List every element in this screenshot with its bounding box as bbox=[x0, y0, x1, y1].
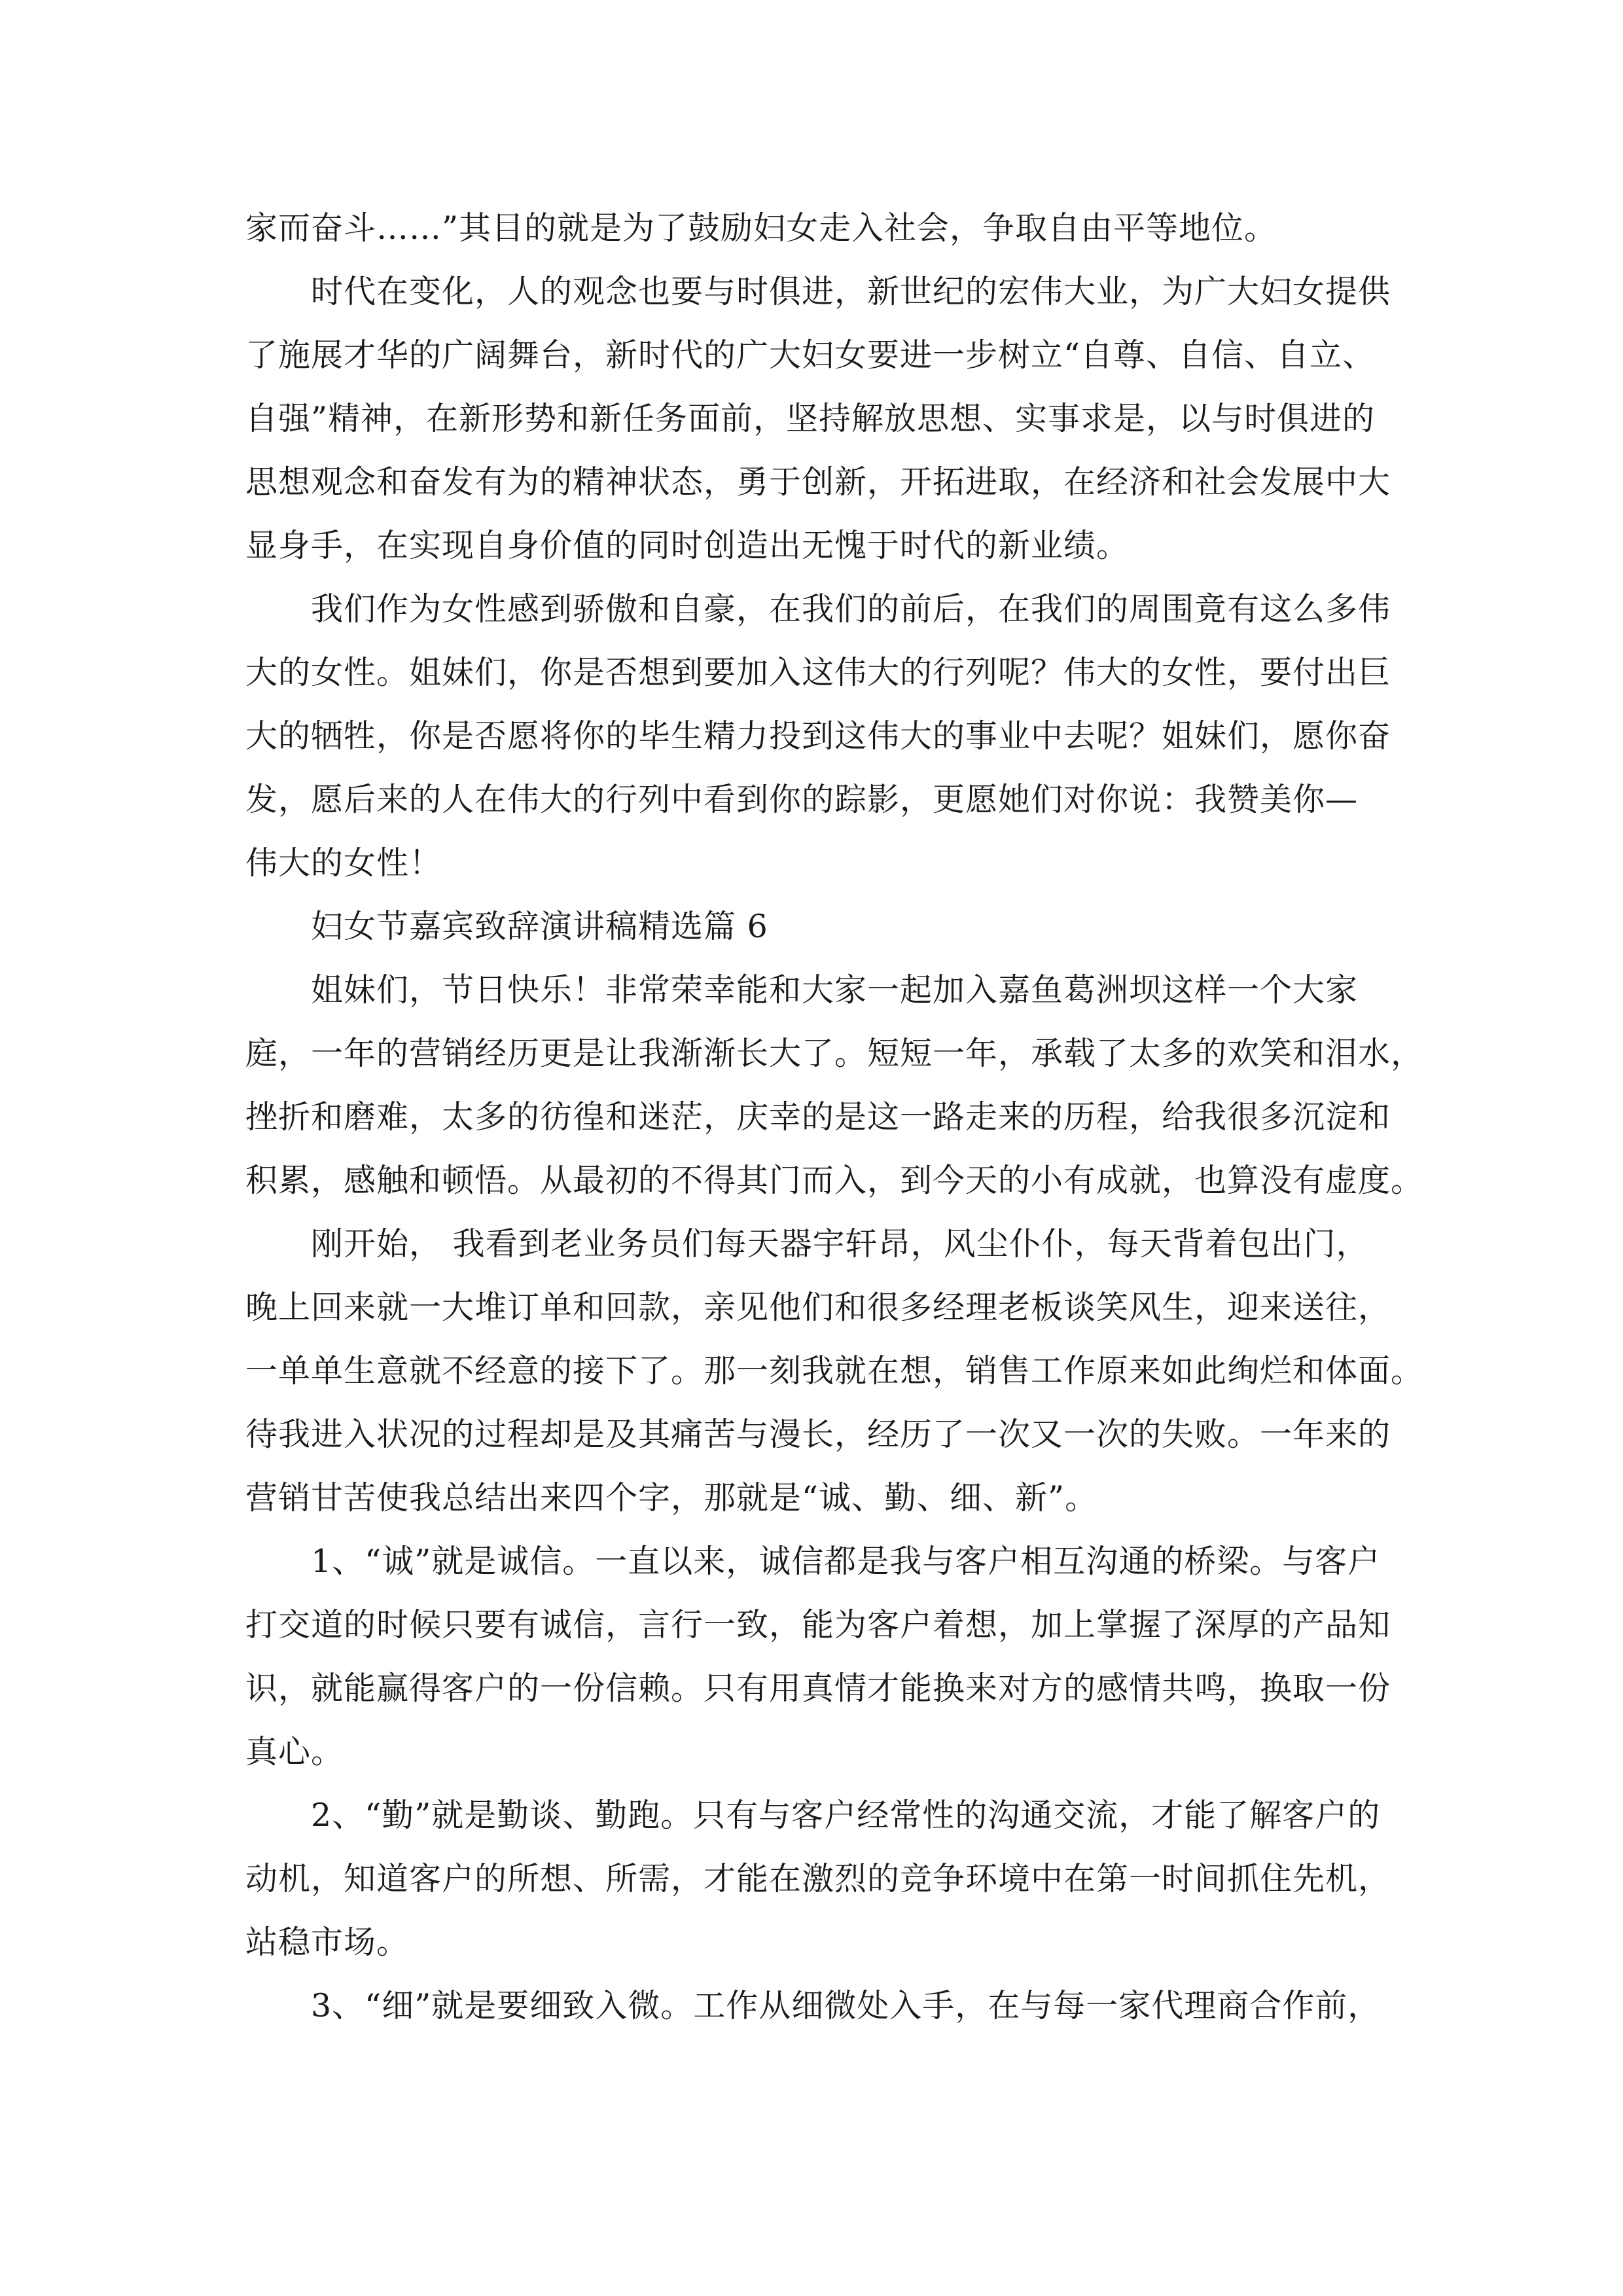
text-line: 庭，一年的营销经历更是让我渐渐长大了。短短一年，承载了太多的欢笑和泪水， bbox=[245, 1035, 1424, 1072]
text-line: 一单单生意就不经意的接下了。那一刻我就在想，销售工作原来如此绚烂和体面。 bbox=[245, 1352, 1424, 1390]
paragraph bbox=[245, 958, 1424, 1212]
text-line: 伟大的女性！ bbox=[245, 844, 442, 882]
text-line: 姐妹们，节日快乐！非常荣幸能和大家一起加入嘉鱼葛洲坝这样一个大家 bbox=[311, 971, 1359, 1009]
text-line: 显身手，在实现自身价值的同时创造出无愧于时代的新业绩。 bbox=[245, 527, 1130, 564]
text-line: 1、“诚”就是诚信。一直以来，诚信都是我与客户相互沟通的桥梁。与客户 bbox=[311, 1543, 1381, 1580]
text-line: 2、“勤”就是勤谈、勤跑。只有与客户经常性的沟通交流，才能了解客户的 bbox=[311, 1797, 1381, 1834]
text-line: 刚开始， 我看到老业务员们每天器宇轩昂，风尘仆仆，每天背着包出门， bbox=[311, 1225, 1369, 1263]
text-line: 挫折和磨难，太多的彷徨和迷茫，庆幸的是这一路走来的历程，给我很多沉淀和 bbox=[245, 1098, 1391, 1136]
paragraph bbox=[245, 1212, 1424, 1530]
paragraph bbox=[245, 1974, 1410, 2037]
text-line: 家而奋斗……”其目的就是为了鼓励妇女走入社会，争取自由平等地位。 bbox=[245, 209, 1277, 247]
text-line: 时代在变化，人的观念也要与时俱进，新世纪的宏伟大业，为广大妇女提供 bbox=[311, 273, 1391, 310]
text-line: 了施展才华的广阔舞台，新时代的广大妇女要进一步树立“自尊、自信、自立、 bbox=[245, 336, 1376, 374]
paragraph bbox=[245, 1530, 1410, 1784]
paragraph bbox=[245, 260, 1410, 577]
text-line: 识，就能赢得客户的一份信赖。只有用真情才能换来对方的感情共鸣，换取一份 bbox=[245, 1670, 1391, 1707]
document-body bbox=[245, 196, 1424, 2037]
paragraph bbox=[245, 577, 1410, 895]
text-line: 打交道的时候只要有诚信，言行一致，能为客户着想，加上掌握了深厚的产品知 bbox=[245, 1606, 1391, 1643]
text-line: 营销甘苦使我总结出来四个字，那就是“诚、勤、细、新”。 bbox=[245, 1479, 1098, 1516]
text-line: 3、“细”就是要细致入微。工作从细微处入手，在与每一家代理商合作前， bbox=[311, 1987, 1381, 2024]
text-line: 思想观念和奋发有为的精神状态，勇于创新，开拓进取，在经济和社会发展中大 bbox=[245, 463, 1391, 501]
text-line: 站稳市场。 bbox=[245, 1924, 410, 1961]
text-line: 积累，感触和顿悟。从最初的不得其门而入，到今天的小有成就，也算没有虚度。 bbox=[245, 1162, 1424, 1199]
text-line: 发，愿后来的人在伟大的行列中看到你的踪影，更愿她们对你说：我赞美你— bbox=[245, 781, 1359, 818]
paragraph bbox=[245, 196, 1410, 260]
text-line: 真心。 bbox=[245, 1733, 344, 1770]
text-line: 我们作为女性感到骄傲和自豪，在我们的前后，在我们的周围竟有这么多伟 bbox=[311, 590, 1391, 628]
text-line: 自强”精神，在新形势和新任务面前，坚持解放思想、实事求是，以与时俱进的 bbox=[245, 400, 1376, 437]
text-line: 大的牺牲，你是否愿将你的毕生精力投到这伟大的事业中去呢？姐妹们，愿你奋 bbox=[245, 717, 1391, 755]
text-line: 大的女性。姐妹们，你是否想到要加入这伟大的行列呢？伟大的女性，要付出巨 bbox=[245, 654, 1391, 691]
paragraph bbox=[245, 1784, 1410, 1974]
heading-text: 妇女节嘉宾致辞演讲稿精选篇 6 bbox=[311, 908, 768, 945]
text-line: 动机，知道客户的所想、所需，才能在激烈的竞争环境中在第一时间抓住先机， bbox=[245, 1860, 1391, 1897]
section-heading bbox=[245, 895, 1410, 958]
text-line: 待我进入状况的过程却是及其痛苦与漫长，经历了一次又一次的失败。一年来的 bbox=[245, 1416, 1391, 1453]
text-line: 晚上回来就一大堆订单和回款，亲见他们和很多经理老板谈笑风生，迎来送往， bbox=[245, 1289, 1391, 1326]
